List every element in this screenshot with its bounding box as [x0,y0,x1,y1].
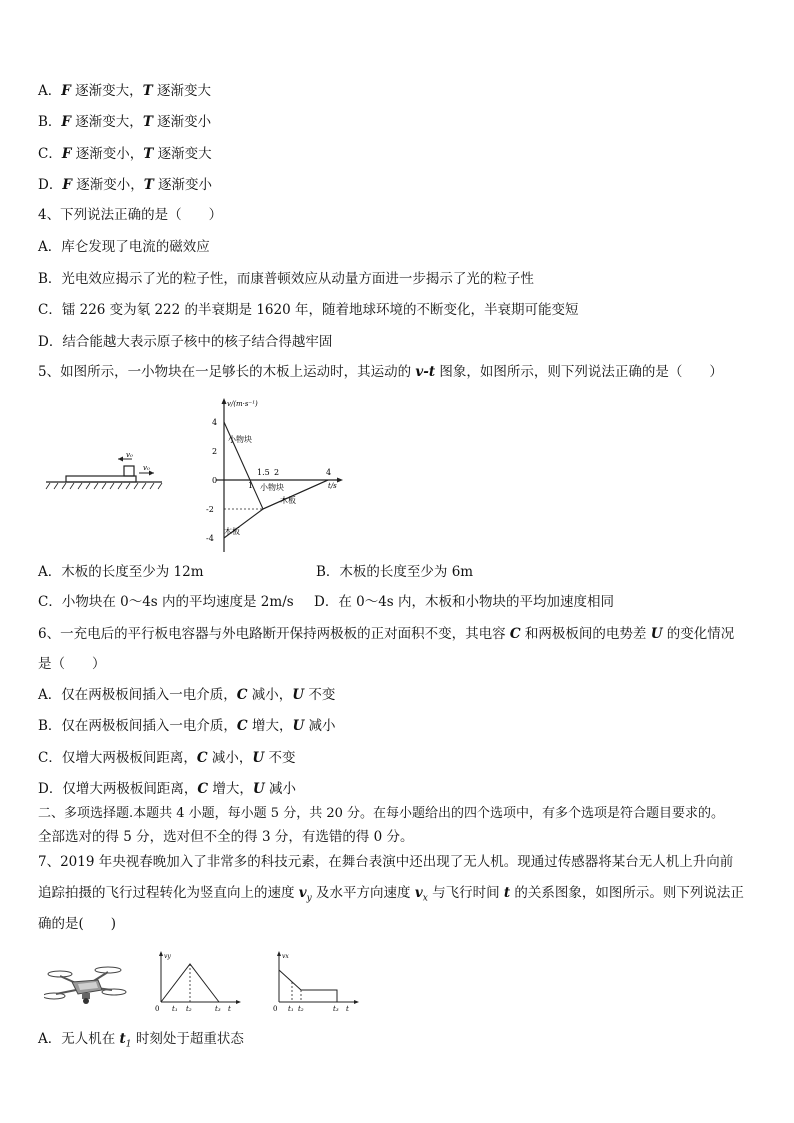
q7-stem-line3: 确的是( ) [38,916,117,932]
vt-ytick-2: 0 [212,476,218,485]
vx-tick-t: t [346,1005,349,1012]
vt-xtick-1: 1.5 [257,468,270,477]
section2-line1: 二、多项选择题.本题共 4 小题，每小题 5 分，共 20 分。在每小题给出的四个选项中，有多个选项是符合题目要求的。 [38,806,725,821]
vy-tick-t2: t₂ [186,1005,192,1012]
vt-ytick-0: 4 [212,418,218,427]
q4-option-c: C．镭 226 变为氡 222 的半衰期是 1620 年，随着地球环境的不断变化，半衰期可能变短 [38,302,579,318]
q4-option-b: B．光电效应揭示了光的粒子性，而康普顿效应从动量方面进一步揭示了光的粒子性 [38,271,534,287]
q6-stem-line2: 是（ ） [38,656,106,672]
vt-ytick-3: -2 [206,505,214,514]
q3-option-a: A．F 逐渐变大，T 逐渐变大 [38,83,211,99]
vy-axis-label: vy [164,953,171,960]
q5-vt-chart [200,394,350,554]
vy-t-graph [152,950,242,1012]
q3-option-b: B．F 逐渐变大，T 逐渐变小 [38,114,212,130]
q3-option-c: C．F 逐渐变小，T 逐渐变大 [38,146,212,162]
q4-option-d: D．结合能越大表示原子核中的核子结合得越牢固 [38,334,333,350]
drone-illustration [44,962,128,1012]
vt-label-block-mid: 小物块 [260,483,284,492]
vx-tick-t2: t₂ [298,1005,304,1012]
vt-label-block-upper: 小物块 [228,435,252,444]
vt-xlabel: t/s [328,482,337,490]
v0-right-label: v₀ [143,464,150,472]
vy-tick-t1: t₁ [172,1005,178,1012]
q6-option-a: A．仅在两极板间插入一电介质，C 减小，U 不变 [38,687,336,703]
vy-tick-0: 0 [155,1005,160,1012]
q3-option-d: D．F 逐渐变小，T 逐渐变小 [38,177,213,193]
vy-tick-t: t [228,1005,231,1012]
q5-option-d: D．在 0～4s 内，木板和小物块的平均加速度相同 [314,594,615,610]
q5-option-a: A．木板的长度至少为 12m [38,564,204,580]
vt-ylabel: v/(m·s⁻¹) [227,400,258,408]
q7-stem-line1: 7、2019 年央视春晚加入了非常多的科技元素，在舞台表演中还出现了无人机。现通过传感器将某台无人机上升向前 [38,854,734,870]
q5-option-c: C．小物块在 0～4s 内的平均速度是 2m/s [38,594,294,610]
vt-xtick-0: 1 [248,481,254,490]
vx-tick-t1: t₁ [288,1005,294,1012]
vt-xtick-3: 4 [326,468,332,477]
vx-t-graph [270,950,360,1012]
vy-tick-t3: t₃ [215,1005,221,1012]
vx-tick-t3: t₃ [333,1005,339,1012]
vx-tick-0: 0 [273,1005,278,1012]
q5-plank-figure [44,452,164,492]
q7-option-a: A．无人机在 $t_1$ 时刻处于超重状态 [38,1031,244,1050]
vx-axis-label: vx [282,953,289,960]
q6-option-c: C．仅增大两极板间距离，C 减小，U 不变 [38,750,296,766]
q6-option-d: D．仅增大两极板间距离，C 增大，U 减小 [38,781,296,797]
q5-option-b: B．木板的长度至少为 6m [316,564,474,580]
q4-option-a: A．库仑发现了电流的磁效应 [38,239,210,255]
section2-line2: 全部选对的得 5 分，选对但不全的得 3 分，有选错的得 0 分。 [38,829,414,845]
q4-stem: 4、下列说法正确的是（ ） [38,207,223,223]
vt-label-plank-mid: 木板 [280,496,296,505]
v0-top-label: v₀ [126,452,133,459]
vt-ytick-1: 2 [212,447,218,456]
vt-ytick-4: -4 [206,534,214,543]
vt-xtick-2: 2 [274,468,280,477]
q6-stem-line1: 6、一充电后的平行板电容器与外电路断开保持两极板的正对面积不变，其电容 C 和两极板间的电势差 U 的变化情况 [38,626,735,642]
q5-stem: 5、如图所示，一小物块在一足够长的木板上运动时，其运动的 v-t 图象，如图所示，则下列说法正确的是（ ） [38,364,723,380]
q7-stem-line2: 追踪拍摄的飞行过程转化为竖直向上的速度 $v_y$ 及水平方向速度 $v_x$ 与飞行时间 t 的关系图象，如图所示。则下列说法正 [38,885,744,904]
q6-option-b: B．仅在两极板间插入一电介质，C 增大，U 减小 [38,718,336,734]
vt-label-plank-lower: 木板 [224,527,240,536]
